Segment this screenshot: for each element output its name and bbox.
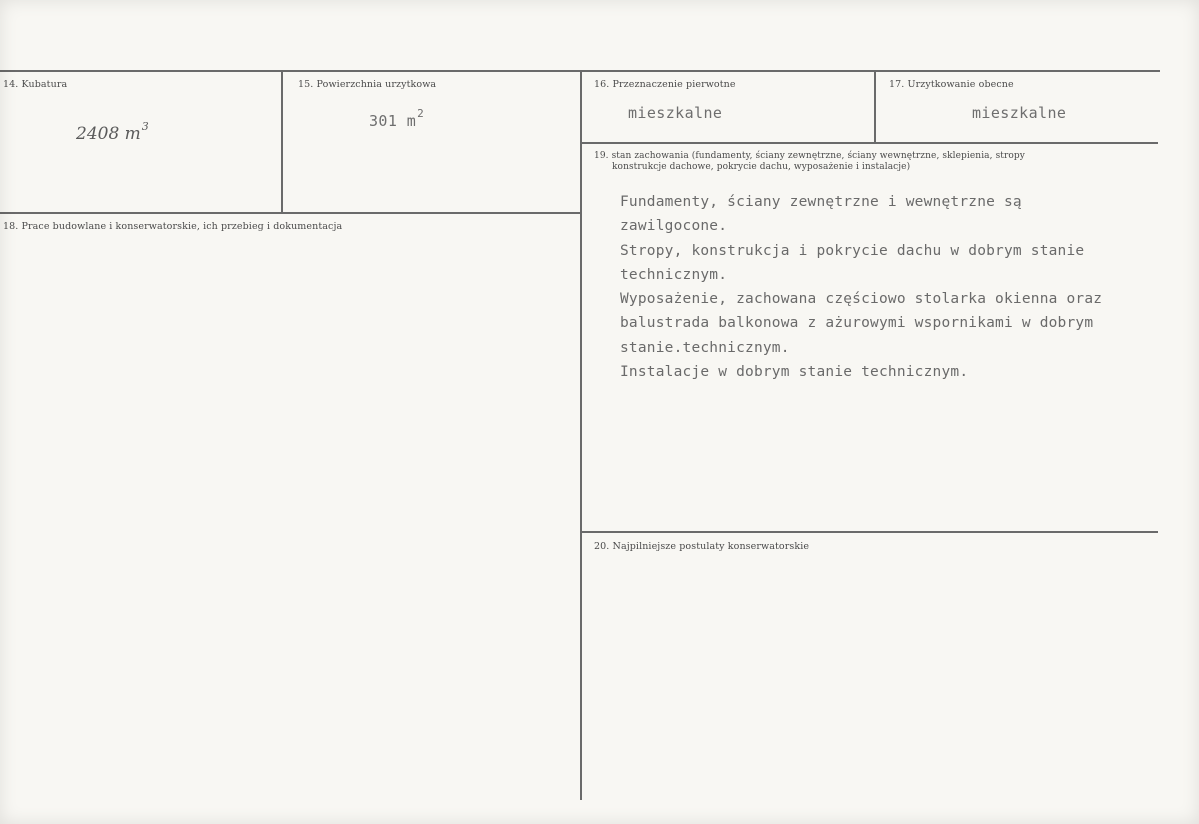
stan-zachowania-label-line1: 19. stan zachowania (fundamenty, ściany zewnętrzne, ściany wewnętrzne, sklepienia, stropy <box>594 151 1025 161</box>
powierzchnia-exponent: 2 <box>417 107 425 120</box>
stan-line: Stropy, konstrukcja i pokrycie dachu w dobrym stanie <box>620 242 1085 259</box>
urzytkowanie-value: mieszkalne <box>972 104 1067 122</box>
rule-under-16-17 <box>580 142 1158 144</box>
przeznaczenie-label: 16. Przeznaczenie pierwotne <box>594 79 736 90</box>
stan-line: technicznym. <box>620 266 728 283</box>
divider-16-17 <box>874 70 876 142</box>
rule-under-19 <box>580 531 1158 533</box>
kubatura-label: 14. Kubatura <box>3 79 68 90</box>
stan-zachowania-label-line2: konstrukcje dachowe, pokrycie dachu, wyposażenie i instalacje) <box>612 162 911 172</box>
stan-line: zawilgocone. <box>620 218 728 235</box>
rule-under-14-15 <box>0 212 581 214</box>
stan-line: Fundamenty, ściany zewnętrzne i wewnętrzne są <box>620 194 1022 210</box>
divider-14-15 <box>281 70 283 212</box>
kubatura-exponent: 3 <box>141 120 149 133</box>
stan-line: balustrada balkonowa z ażurowymi wspornikami w dobrym <box>620 315 1094 332</box>
stan-zachowania-text <box>620 190 1160 384</box>
powierzchnia-value: 301 $m^2$ <box>369 107 425 130</box>
przeznaczenie-value: mieszkalne <box>628 104 723 122</box>
stan-line: stanie.technicznym. <box>620 339 790 356</box>
postulaty-label: 20. Najpilniejsze postulaty konserwatorskie <box>594 541 810 552</box>
divider-left-right <box>580 70 582 800</box>
stan-line: Wyposażenie, zachowana częściowo stolarka okienna oraz <box>620 291 1103 308</box>
powierzchnia-label: 15. Powierzchnia urzytkowa <box>298 79 437 90</box>
prace-label: 18. Prace budowlane i konserwatorskie, ich przebieg i dokumentacja <box>3 221 343 232</box>
stan-line: Instalacje w dobrym stanie technicznym. <box>620 364 969 381</box>
urzytkowanie-label: 17. Urzytkowanie obecne <box>889 79 1014 90</box>
kubatura-value: 2408 $m^3$ <box>76 120 149 144</box>
